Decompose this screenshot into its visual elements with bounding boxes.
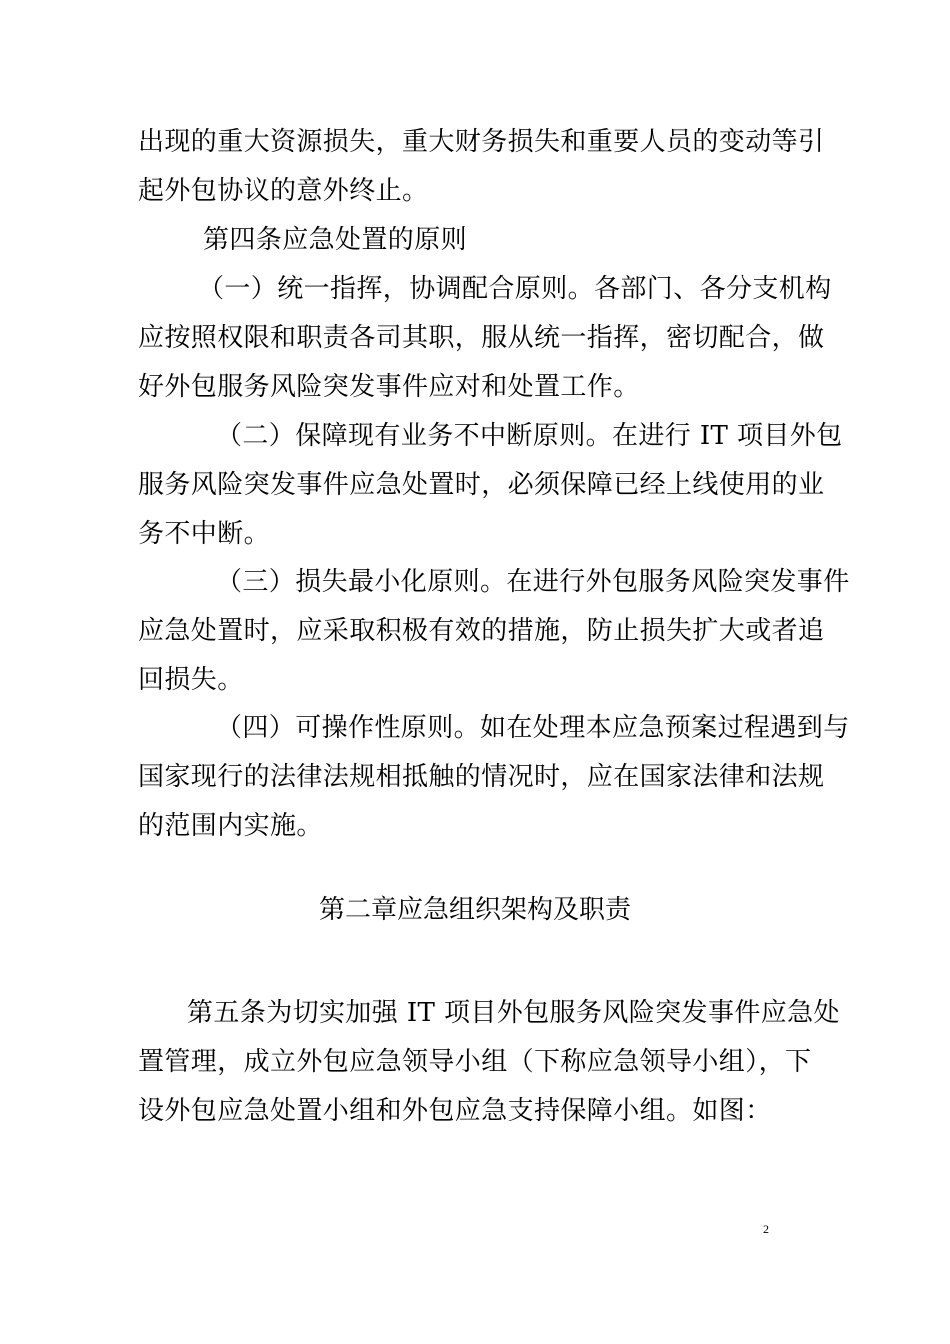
text-line: 第五条为切实加强 IT 项目外包服务风险突发事件应急处 <box>187 998 840 1028</box>
text-line: 回损失。 <box>138 665 244 695</box>
text-line: 务不中断。 <box>138 519 271 549</box>
text-line: 置管理，成立外包应急领导小组（下称应急领导小组），下 <box>138 1047 812 1077</box>
article-heading: 第四条应急处置的原则 <box>203 225 468 255</box>
text-line: （四）可操作性原则。如在处理本应急预案过程遇到与 <box>216 713 850 743</box>
text-line: （三）损失最小化原则。在进行外包服务风险突发事件 <box>216 567 850 597</box>
text-line: （一）统一指挥，协调配合原则。各部门、各分支机构 <box>198 274 832 304</box>
text-line: （二）保障现有业务不中断原则。在进行 IT 项目外包 <box>216 421 843 451</box>
text-line: 的范围内实施。 <box>138 811 323 841</box>
text-line: 服务风险突发事件应急处置时，必须保障已经上线使用的业 <box>138 470 825 500</box>
chapter-title: 第二章应急组织架构及职责 <box>318 895 631 925</box>
text-line: 国家现行的法律法规相抵触的情况时，应在国家法律和法规 <box>138 762 825 792</box>
text-line: 起外包协议的意外终止。 <box>138 176 429 206</box>
text-line: 应按照权限和职责各司其职，服从统一指挥，密切配合，做 <box>138 323 825 353</box>
text-line: 好外包服务风险突发事件应对和处置工作。 <box>138 372 640 402</box>
text-line: 设外包应急处置小组和外包应急支持保障小组。如图： <box>138 1096 772 1126</box>
text-line: 应急处置时，应采取积极有效的措施，防止损失扩大或者追 <box>138 616 825 646</box>
text-line: 出现的重大资源损失，重大财务损失和重要人员的变动等引 <box>138 127 825 157</box>
page-number: 2 <box>763 1222 769 1236</box>
